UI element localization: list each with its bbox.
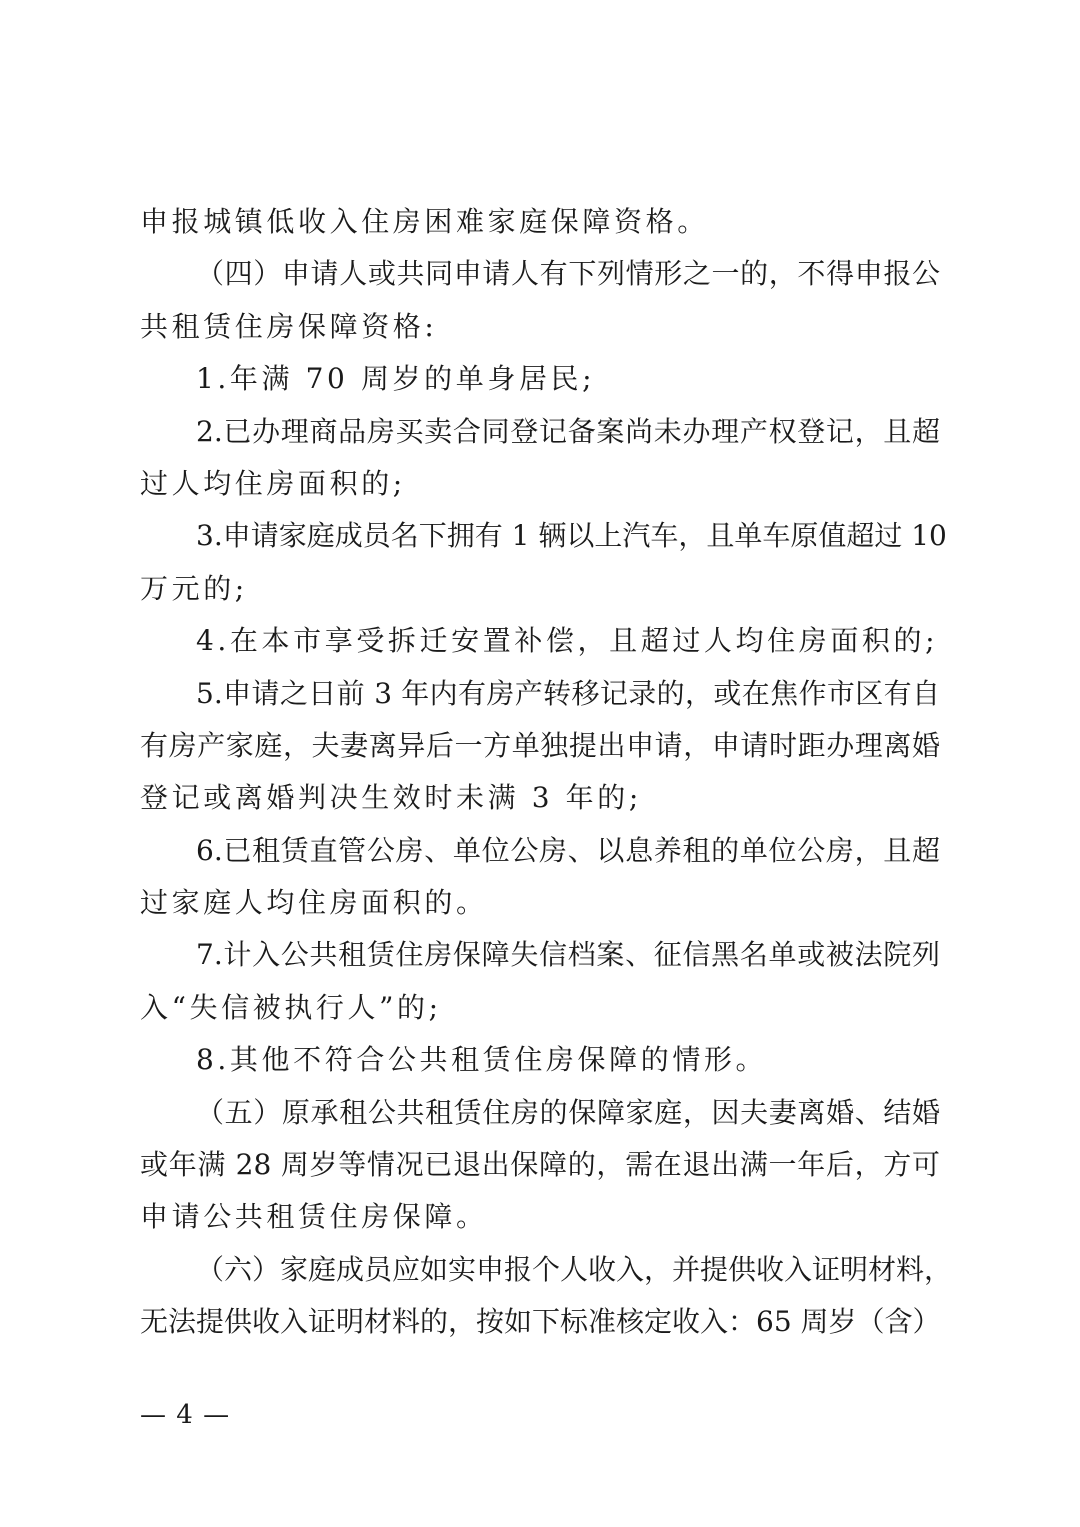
- text-line: 过家庭人均住房面积的。: [140, 886, 488, 920]
- text-line: 申请公共租赁住房保障。: [140, 1200, 488, 1234]
- text-line: 或年满 28 周岁等情况已退出保障的，需在退出满一年后，方可: [140, 1148, 940, 1182]
- text-line: 3.申请家庭成员名下拥有 1 辆以上汽车，且单车原值超过 10: [196, 519, 947, 553]
- document-body: [140, 196, 953, 1349]
- page-number: — 4 —: [140, 1400, 231, 1430]
- text-line: 过人均住房面积的;: [140, 466, 406, 500]
- text-line: 共租赁住房保障资格:: [140, 309, 438, 343]
- text-line: 4.在本市享受拆迁安置补偿，且超过人均住房面积的;: [196, 624, 939, 658]
- text-line: 1.年满 70 周岁的单身居民;: [196, 362, 596, 396]
- text-line: 登记或离婚判决生效时未满 3 年的;: [140, 781, 642, 815]
- text-line: 7.计入公共租赁住房保障失信档案、征信黑名单或被法院列: [196, 938, 940, 972]
- text-line: （四）申请人或共同申请人有下列情形之一的，不得申报公: [196, 257, 940, 291]
- text-line: 有房产家庭，夫妻离异后一方单独提出申请，申请时距办理离婚: [140, 728, 940, 762]
- text-line: （六）家庭成员应如实申报个人收入，并提供收入证明材料，: [196, 1252, 953, 1286]
- text-line: 申报城镇低收入住房困难家庭保障资格。: [140, 205, 709, 238]
- text-line: （五）原承租公共租赁住房的保障家庭，因夫妻离婚、结婚: [196, 1095, 940, 1129]
- text-line: 6.已租赁直管公房、单位公房、以息养租的单位公房，且超: [196, 833, 940, 867]
- text-line: 8.其他不符合公共租赁住房保障的情形。: [196, 1043, 768, 1077]
- text-line: 万元的;: [140, 571, 248, 605]
- text-line: 5.申请之日前 3 年内有房产转移记录的，或在焦作市区有自: [196, 676, 940, 710]
- text-line: 入“失信被执行人”的;: [140, 990, 442, 1024]
- text-line: 无法提供收入证明材料的，按如下标准核定收入：65 周岁（含）: [140, 1305, 941, 1339]
- text-line: 2.已办理商品房买卖合同登记备案尚未办理产权登记，且超: [196, 414, 940, 448]
